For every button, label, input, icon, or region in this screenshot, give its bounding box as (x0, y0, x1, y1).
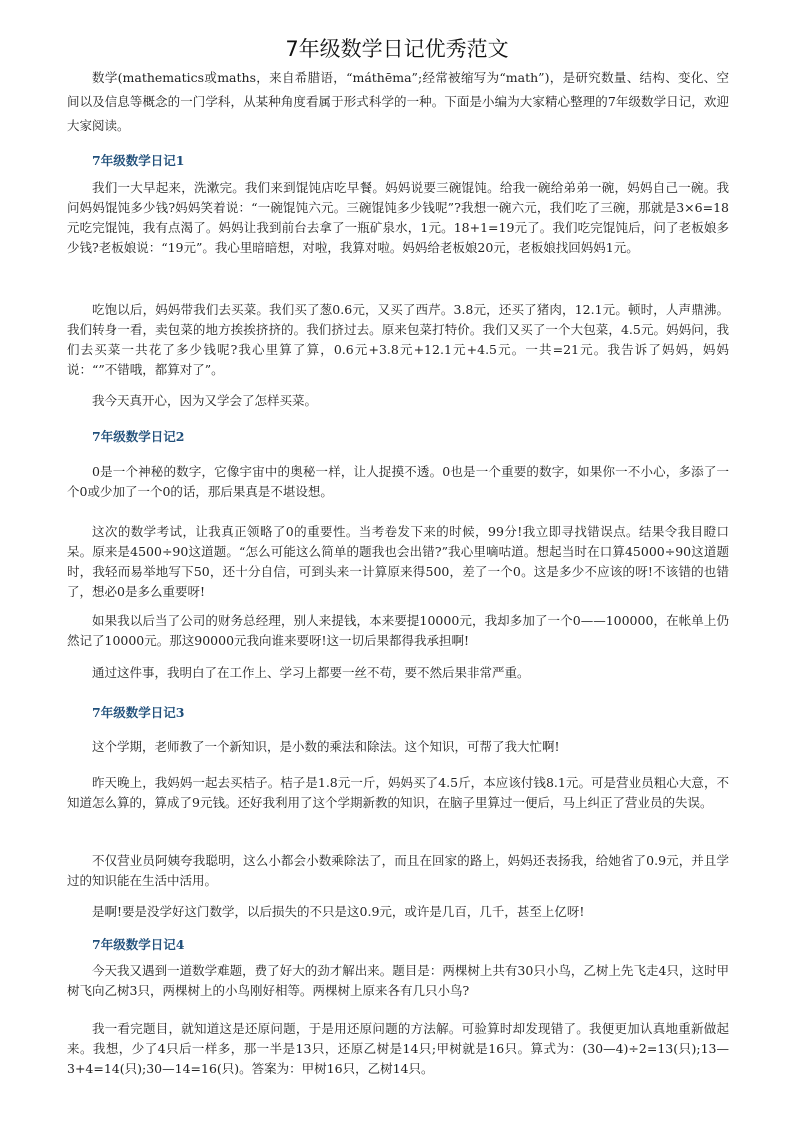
paragraph: 不仅营业员阿姨夸我聪明，这么小都会小数乘除法了，而且在回家的路上，妈妈还表扬我，给她省了0.9元，并且学过的知识能在生活中活用。 (67, 853, 729, 888)
paragraph: 昨天晚上，我妈妈一起去买桔子。桔子是1.8元一斤，妈妈买了4.5斤，本应该付钱8.1元。可是营业员粗心大意，不知道怎么算的，算成了9元钱。还好我利用了这个学期新教的知识，在脑子里算过一便后，马上纠正了营业员的失误。 (67, 775, 729, 810)
section-heading-2: 7年级数学日记2 (92, 429, 185, 444)
paragraph: 我一看完题目，就知道这是还原问题，于是用还原问题的方法解。可验算时却发现错了。我便更加认真地重新做起来。我想，少了4只后一样多，那一半是13只，还原乙树是14只;甲树就是16只。算式为：(30—4)÷2=13(只);13—3+4=14(只);30—14=16(只)。答案为：甲树16只，乙树14只。 (67, 1021, 729, 1076)
intro-paragraph: 数学(mathematics或maths，来自希腊语，“máthēma”;经常被缩写为“math”)，是研究数量、结构、变化、空间以及信息等概念的一门学科，从某种角度看属于形式科学的一种。下面是小编为大家精心整理的7年级数学日记，欢迎大家阅读。 (67, 70, 729, 133)
section-heading-4: 7年级数学日记4 (92, 937, 185, 952)
paragraph: 我们一大早起来，洗漱完。我们来到馄饨店吃早餐。妈妈说要三碗馄饨。给我一碗给弟弟一碗，妈妈自己一碗。我问妈妈馄饨多少钱?妈妈笑着说：“一碗馄饨六元。三碗馄饨多少钱呢”?我想一碗六元，我们吃了三碗，那就是3×6=18元吃完馄饨，我有点渴了。妈妈让我到前台去拿了一瓶矿泉水，1元。18+1=19元了。我们吃完馄饨后，问了老板娘多少钱?老板娘说：“19元”。我心里暗暗想，对啦，我算对啦。妈妈给老板娘20元，老板娘找回妈妈1元。 (67, 180, 729, 255)
paragraph: 这个学期，老师教了一个新知识，是小数的乘法和除法。这个知识，可帮了我大忙啊! (92, 739, 560, 754)
paragraph: 吃饱以后，妈妈带我们去买菜。我们买了葱0.6元，又买了西芹。3.8元，还买了猪肉，12.1元。顿时，人声鼎沸。我们转身一看，卖包菜的地方挨挨挤挤的。我们挤过去。原来包菜打特价。我们又买了一个大包菜，4.5元。妈妈问，我们去买菜一共花了多少钱呢?我心里算了算，0.6元+3.8元+12.1元+4.5元。一共=21元。我告诉了妈妈，妈妈说：“”不错哦，都算对了”。 (67, 302, 729, 377)
paragraph: 通过这件事，我明白了在工作上、学习上都要一丝不苟，要不然后果非常严重。 (92, 665, 530, 680)
section-heading-1: 7年级数学日记1 (92, 153, 185, 168)
paragraph: 今天我又遇到一道数学难题，费了好大的劲才解出来。题目是：两棵树上共有30只小鸟，乙树上先飞走4只，这时甲树飞向乙树3只，两棵树上的小鸟刚好相等。两棵树上原来各有几只小鸟? (67, 963, 729, 998)
paragraph: 如果我以后当了公司的财务总经理，别人来提钱，本来要提10000元，我却多加了一个0——100000，在帐单上仍然记了10000元。那这90000元我向谁来要呀!这一切后果都得我承担啊! (67, 613, 729, 648)
document-title: 7年级数学日记优秀范文 (285, 37, 509, 61)
paragraph: 我今天真开心，因为又学会了怎样买菜。 (92, 393, 318, 408)
paragraph: 0是一个神秘的数字，它像宇宙中的奥秘一样，让人捉摸不透。0也是一个重要的数字，如果你一不小心，多添了一个0或少加了一个0的话，那后果真是不堪设想。 (67, 464, 729, 499)
section-heading-3: 7年级数学日记3 (92, 705, 185, 720)
paragraph: 是啊!要是没学好这门数学，以后损失的不只是这0.9元，或许是几百，几千，甚至上亿呀! (92, 904, 585, 919)
paragraph: 这次的数学考试，让我真正领略了0的重要性。当考卷发下来的时候，99分!我立即寻找错误点。结果令我目瞪口呆。原来是4500÷90这道题。“怎么可能这么简单的题我也会出错?”我心里嘀咕道。想起当时在口算45000÷90这道题时，我轻而易举地写下50，还十分自信，可到头来一计算原来得500，差了一个0。这是多少不应该的呀!不该错的也错了，想必0是多么重要呀! (67, 524, 729, 599)
